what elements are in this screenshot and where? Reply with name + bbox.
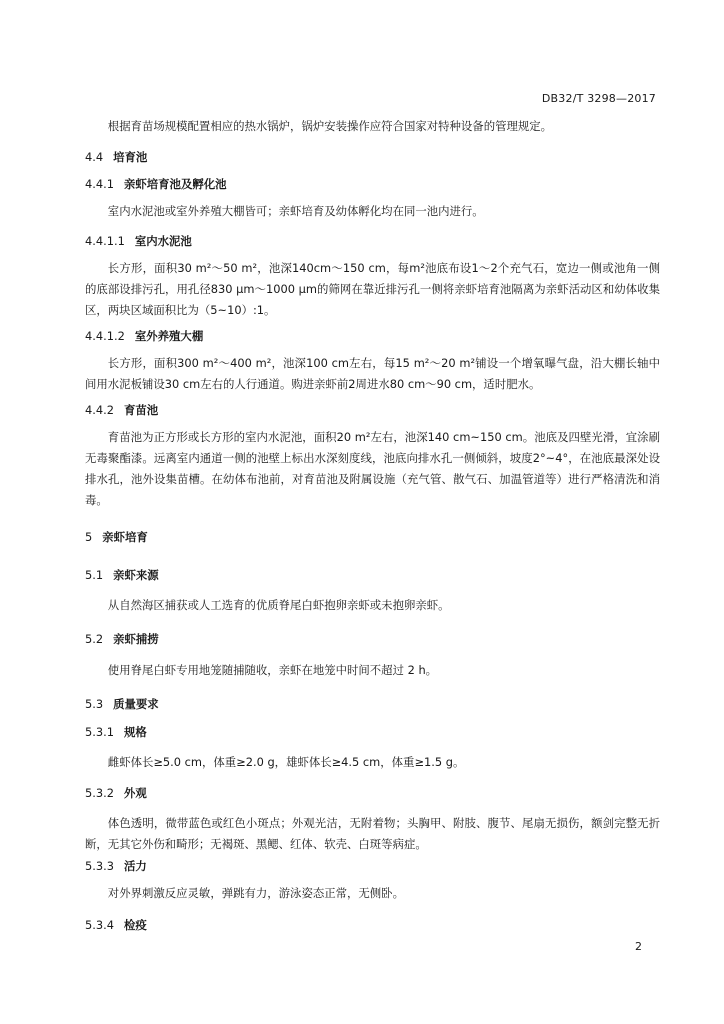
heading-title: 培育池: [113, 150, 148, 164]
heading-title: 室外养殖大棚: [134, 329, 204, 343]
heading-title: 质量要求: [113, 697, 159, 711]
heading-5-3-4: [85, 915, 660, 936]
paragraph-4-4-1-1: 长方形，面积30 m²～50 m²，池深140cm～150 cm，每m²池底布设1～2个充气石，宽边一侧或池角一侧的底部设排污孔，用孔径830 μm～1000 μm的筛网在靠近排污孔一侧将亲虾培育池隔离为亲虾活动区和幼体收集区，两块区域面积比为（5~10）:1。: [85, 261, 660, 317]
heading-4-4-1-2: [85, 326, 660, 347]
page-number: 2: [635, 940, 642, 953]
heading-number: 4.4: [85, 150, 104, 164]
paragraph-4-4-1-2: 长方形，面积300 m²～400 m²，池深100 cm左右，每15 m²～20 m²铺设一个增氧曝气盘，沿大棚长轴中间用水泥板铺设30 cm左右的人行通道。购进亲虾前2周进水80 cm～90 cm，适时肥水。: [85, 356, 660, 391]
heading-number: 4.4.1.2: [85, 329, 125, 343]
heading-5-3-2: [85, 783, 660, 804]
heading-title: 亲虾来源: [113, 568, 159, 582]
heading-number: 4.4.2: [85, 403, 114, 417]
doc-code-header: DB32/T 3298—2017: [541, 92, 656, 105]
heading-5-3-1: [85, 722, 660, 743]
heading-4-4-1-1: [85, 231, 660, 252]
heading-4-4: [85, 147, 660, 168]
heading-5-3-3: [85, 856, 660, 877]
heading-number: 4.4.1.1: [85, 234, 125, 248]
heading-title: 活力: [123, 859, 147, 873]
heading-title: 检疫: [123, 918, 147, 932]
paragraph-4-4-2: 育苗池为正方形或长方形的室内水泥池，面积20 m²左右，池深140 cm~150 cm。池底及四壁光滑，宜涂刷无毒聚酯漆。远离室内通道一侧的池壁上标出水深刻度线，池底向排水孔一侧倾斜，坡度2°~4°，在池底最深处设排水孔，池外设集苗槽。在幼体布池前，对育苗池及附属设施（充气管、散气石、加温管道等）进行严格清洗和消毒。: [85, 430, 660, 507]
heading-number: 5.1: [85, 568, 104, 582]
paragraph-5-3-3: 对外界刺激反应灵敏，弹跳有力，游泳姿态正常，无侧卧。: [107, 886, 404, 900]
paragraph-4-4-1: 室内水泥池或室外养殖大棚皆可；亲虾培育及幼体孵化均在同一池内进行。: [107, 204, 484, 218]
paragraph-5-2: 使用脊尾白虾专用地笼随捕随收，亲虾在地笼中时间不超过 2 h。: [107, 663, 438, 677]
heading-number: 5.3.1: [85, 725, 114, 739]
heading-title: 育苗池: [123, 403, 159, 417]
intro-paragraph: 根据育苗场规模配置相应的热水锅炉，锅炉安装操作应符合国家对特种设备的管理规定。: [107, 119, 553, 133]
heading-number: 5.2: [85, 632, 104, 646]
heading-4-4-2: [85, 400, 660, 421]
heading-title: 亲虾培育池及孵化池: [123, 177, 227, 191]
heading-title: 外观: [123, 786, 147, 800]
heading-number: 5.3: [85, 697, 104, 711]
heading-number: 5: [85, 530, 93, 544]
heading-title: 室内水泥池: [134, 234, 192, 248]
paragraph-5-3-1: 雌虾体长≥5.0 cm，体重≥2.0 g，雄虾体长≥4.5 cm，体重≥1.5 g。: [107, 755, 465, 769]
heading-5: [85, 527, 660, 548]
heading-title: 规格: [123, 725, 147, 739]
heading-number: 5.3.3: [85, 859, 114, 873]
heading-title: 亲虾培育: [102, 530, 148, 544]
heading-4-4-1: [85, 174, 660, 195]
paragraph-5-3-2: 体色透明，微带蓝色或红色小斑点；外观光洁，无附着物；头胸甲、附肢、腹节、尾扇无损伤，额剑完整无折断，无其它外伤和畸形；无褐斑、黑鳃、红体、软壳、白斑等病症。: [85, 816, 660, 851]
heading-number: 4.4.1: [85, 177, 114, 191]
paragraph-5-1: 从自然海区捕获或人工选育的优质脊尾白虾抱卵亲虾或未抱卵亲虾。: [107, 598, 450, 612]
heading-number: 5.3.4: [85, 918, 114, 932]
heading-5-2: [85, 629, 660, 650]
heading-number: 5.3.2: [85, 786, 114, 800]
heading-5-3: [85, 694, 660, 715]
heading-5-1: [85, 565, 660, 586]
heading-title: 亲虾捕捞: [113, 632, 159, 646]
